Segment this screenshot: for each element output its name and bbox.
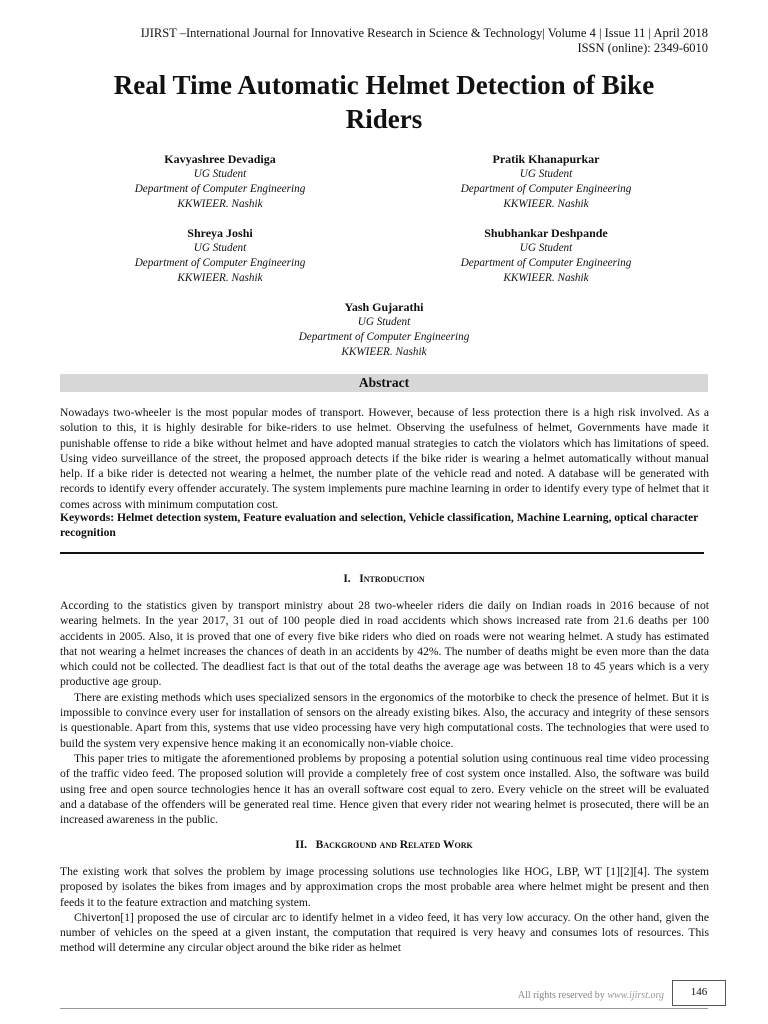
journal-header-line2: ISSN (online): 2349-6010 bbox=[577, 41, 708, 55]
author-name: Pratik Khanapurkar bbox=[492, 152, 600, 166]
author-role: UG Student bbox=[519, 242, 573, 254]
section-number: I. bbox=[343, 573, 351, 585]
author-role: UG Student bbox=[193, 168, 247, 180]
paragraph: This paper tries to mitigate the aforementioned problems by proposing a potential solution using continuous real time video processing of the traffic video feed. The proposed solution will provide a completely free of cost system once installed. Also, the software was build using free and open source technologies hence it has an overall software cost equal to zero. Every vehicle on the street will be evaluated and a database of the offenders will be generated real time. Hence given that every rider not wearing helmet is prosecuted, there will be an increased awareness in the public. bbox=[60, 751, 709, 827]
author-block bbox=[70, 152, 370, 212]
author-inst: KKWIEER. Nashik bbox=[341, 346, 427, 358]
journal-header-line1: IJIRST –International Journal for Innovative Research in Science & Technology| Volume 4 | Issue 11 | April 2018 bbox=[140, 26, 708, 40]
footer-url[interactable]: www.ijirst.org bbox=[607, 990, 664, 1001]
author-block bbox=[70, 226, 370, 286]
author-name: Kavyashree Devadiga bbox=[164, 152, 276, 166]
author-role: UG Student bbox=[357, 316, 411, 328]
author-block bbox=[234, 300, 534, 360]
author-inst: KKWIEER. Nashik bbox=[503, 272, 589, 284]
author-name: Shubhankar Deshpande bbox=[484, 226, 608, 240]
paragraph: There are existing methods which uses specialized sensors in the ergonomics of the motorbike to check the presence of helmet. But it is impossible to convince every user for installation of sensors on the already existing bikes. Also, the accuracy and integrity of these sensors is questionable. Apart from this, systems that use video processing have very high computational costs. The technologies that were used to build the system very expensive hence making it an economically non-viable choice. bbox=[60, 690, 709, 750]
author-role: UG Student bbox=[193, 242, 247, 254]
author-dept: Department of Computer Engineering bbox=[460, 257, 632, 269]
author-inst: KKWIEER. Nashik bbox=[177, 198, 263, 210]
author-dept: Department of Computer Engineering bbox=[134, 257, 306, 269]
author-role: UG Student bbox=[519, 168, 573, 180]
journal-header bbox=[141, 26, 708, 56]
section-number: II. bbox=[295, 839, 308, 851]
author-block bbox=[396, 226, 696, 286]
paragraph: According to the statistics given by transport ministry about 28 two-wheeler riders die daily on Indian roads in 2016 because of not wearing helmets. In the year 2017, 31 out of 100 people died in road accidents which shows increased rate from 21.6 deaths per 100 accidents in 2005. Also, it is proved that one of every five bike riders who died on roads were not wearing helmet. A study has estimated that not wearing a helmet increases the chances of death in an accidents by 42%. The number of deaths might be even more than the data which could not be collected. The deadliest fact is that out of the total deaths the average age was between 18 to 45 years which is a very productive age group. bbox=[60, 599, 709, 689]
author-name: Yash Gujarathi bbox=[344, 300, 424, 314]
paragraph: The existing work that solves the problem by image processing solutions use technologies like HOG, LBP, WT [1][2][4]. The system proposed by isolates the bikes from images and by approximation crops the most probable area where helmet might be present and then feeds it to the feature extraction and matching system. bbox=[60, 865, 709, 909]
section-title: Background and Related Work bbox=[315, 839, 473, 851]
abstract-heading: Abstract bbox=[60, 374, 708, 392]
footer-rights-text: All rights reserved by bbox=[517, 990, 605, 1001]
abstract-body bbox=[60, 405, 709, 512]
section-heading-background bbox=[0, 839, 768, 851]
author-dept: Department of Computer Engineering bbox=[460, 183, 632, 195]
footer-rights bbox=[518, 990, 664, 1001]
keywords: Keywords: Helmet detection system, Feature evaluation and selection, Vehicle classification, Machine Learning, optical character recognition bbox=[60, 511, 699, 540]
abstract-text: Nowadays two-wheeler is the most popular modes of transport. However, because of less protection there is a high risk involved. As a solution to this, it is highly desirable for bike-riders to use helmet. Observing the usefulness of helmet, Governments have made it punishable offense to ride a bike without helmet and have adopted manual strategies to catch the violators which has limitations of speed. Using video surveillance of the street, the proposed approach detects if the bike rider is wearing a helmet automatically without manual help. If a bike rider is detected not wearing a helmet, the number plate of the vehicle read and noted. A database will be generated with records to identify every offender accurately. The system implements pure machine learning in order to identify every type of helmet that it comes across with minimum computation cost. bbox=[60, 406, 709, 511]
paragraph: Chiverton[1] proposed the use of circular arc to identify helmet in a video feed, it has very low accuracy. On the other hand, given the number of vehicles on the speed at a given instant, the computation that required is very heavy and consumes lots of resources. This method will determine any circular object around the bike rider as helmet bbox=[60, 910, 709, 955]
footer-rule bbox=[60, 1008, 708, 1009]
paper-title-line2: Riders bbox=[345, 104, 423, 134]
author-dept: Department of Computer Engineering bbox=[134, 183, 306, 195]
author-inst: KKWIEER. Nashik bbox=[177, 272, 263, 284]
section-title: Introduction bbox=[359, 573, 425, 585]
author-dept: Department of Computer Engineering bbox=[298, 331, 470, 343]
author-inst: KKWIEER. Nashik bbox=[503, 198, 589, 210]
background-body bbox=[60, 864, 709, 956]
paper-title bbox=[40, 68, 728, 136]
paper-title-line1: Real Time Automatic Helmet Detection of Bike bbox=[113, 70, 655, 100]
page-number: 146 bbox=[672, 980, 726, 1006]
introduction-body bbox=[60, 598, 709, 827]
section-heading-introduction bbox=[0, 573, 768, 585]
author-block bbox=[396, 152, 696, 212]
author-name: Shreya Joshi bbox=[187, 226, 253, 240]
section-divider bbox=[60, 552, 704, 554]
